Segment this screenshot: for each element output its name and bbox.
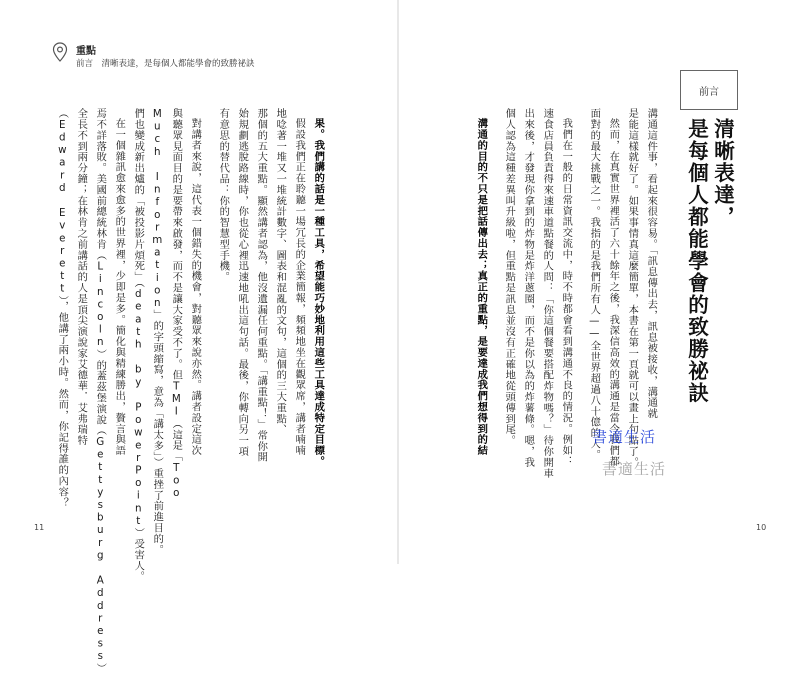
page-number-right: 10 — [756, 523, 767, 532]
left-column-13: 在一個雜訊愈來愈多的世界裡，少即是多。簡化與精練勝出，贅言與語 — [113, 118, 126, 456]
right-column-6: 我們在一般的日常資訊交流中，時不時都會看到溝通不良的情況。例如： — [560, 118, 573, 467]
left-column-9: 與聽眾見面目的是要帶來啟發，而不是讓大家受不了。但TMI（這是「Too — [170, 108, 183, 500]
header-subtitle: 前言 清晰表達，是每個人都能學會的致勝祕訣 — [76, 59, 255, 69]
left-column-8: 對講者來說，這代表一個錯失的機會，對聽眾來說亦然。講者設定這次 — [189, 118, 202, 456]
left-column-3: 地唸著一堆又一堆統計數字、圖表和混亂的文句，這個的三大重點、 — [274, 108, 287, 435]
left-column-10: Much Information」的字頭縮寫，意為「講太多」）重挫了前進目的。 — [151, 108, 164, 556]
left-column-11: 們也變成新出爐的「被投影片煩死」（death by PowerPoint）受害人。 — [132, 108, 145, 583]
left-column-2: 假設我們正在聆聽一場冗長的企業簡報，頻頻地坐在觀眾席，講者喃喃 — [293, 118, 306, 456]
watermark-blue: 書適生活 — [592, 428, 657, 446]
watermark-gray: 書適生活 — [602, 460, 667, 478]
right-column-4: 面對的最大挑戰之一。我指的是我們所有人——全世界超過八十億的人。 — [588, 108, 601, 461]
left-column-16: （Edward Everett），他講了兩小時。然而，你記得誰的內容？ — [56, 108, 69, 509]
title-line-2: 是每個人都能學會的致勝祕訣 — [684, 118, 709, 404]
right-column-8: 出來後，才發現你拿到的炸物是炸洋蔥圈，而不是你以為的炸薯條。嗯，我 — [522, 108, 535, 468]
page-number-left: 11 — [34, 523, 45, 532]
title-line-1: 清晰表達， — [710, 118, 735, 228]
location-pin-icon — [52, 42, 68, 62]
right-column-2: 是能這樣就好了。如果事情真這麼簡單，本書在第一頁就可以畫上句點了。 — [626, 108, 639, 468]
section-label: 前言 — [680, 70, 738, 110]
left-column-4: 那個的五大重點。顯然講者認為，他沒遺漏任何重點。「講重點！」常你開 — [255, 108, 268, 463]
header-section: 重點 — [76, 46, 96, 57]
left-column-5: 始規劃逃脫路線時，你也從心裡迅速地吼出這句話。最後，你轉向另一項 — [236, 108, 249, 457]
right-column-1: 溝通這件事，看起來很容易。「訊息傳出去，訊息被接收，溝通就 — [645, 108, 658, 419]
book-spine — [397, 0, 399, 564]
right-column-7: 速食店員負責得來速車道點餐的人問：「你這個餐要搭配炸物嗎？」待你開車 — [541, 108, 554, 479]
right-column-3: 然而，在真實世界裡活了六十餘年之後，我深信高效的溝通是當今我們都 — [607, 118, 620, 467]
left-column-1: 果。我們講的話是一種工具，希望能巧妙地利用這些工具達成特定目標。 — [312, 118, 325, 467]
right-column-10: 溝通的目的不只是把話傳出去；真正的重點，是要達成我們想得到的結 — [475, 118, 488, 456]
left-column-14: 焉不詳落敗。美國前總統林肯（Lincoln）的蓋茲堡演說（Gettysburg Address） — [94, 108, 107, 674]
left-column-6: 有意思的替代品：你的智慧型手機。 — [217, 108, 230, 283]
left-column-15: 全長不到兩分鐘；在林肯之前講話的人是頂尖演說家艾德華．艾弗瑞特 — [75, 108, 88, 446]
right-column-9: 個人認為這種差異叫升級啦，但重點是訊息並沒有正確地從頭傳到尾。 — [503, 108, 516, 446]
